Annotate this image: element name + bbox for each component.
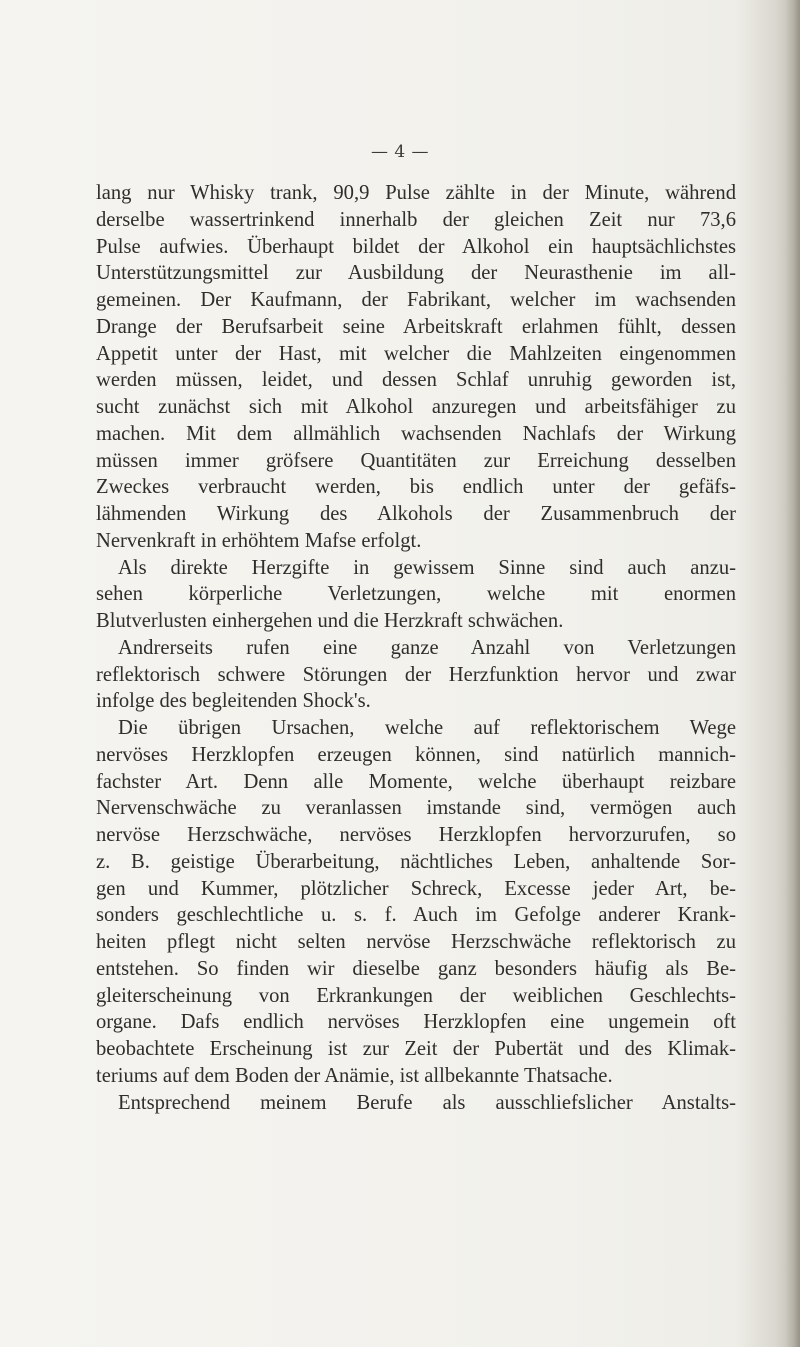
page-number: — 4 —	[370, 142, 430, 162]
text-line: teriums auf dem Boden der Anämie, ist allbekannte Thatsache.	[96, 1064, 613, 1087]
text-line: Zweckes verbraucht werden, bis endlich unter der gefäfs-	[96, 476, 736, 499]
text-line: Entsprechend meinem Berufe als ausschliefslicher Anstalts-	[118, 1091, 736, 1114]
text-line: werden müssen, leidet, und dessen Schlaf unruhig geworden ist,	[96, 369, 736, 392]
text-line: organe. Dafs endlich nervöses Herzklopfen eine ungemein oft	[96, 1011, 736, 1034]
text-line: beobachtete Erscheinung ist zur Zeit der Pubertät und des Klimak-	[96, 1038, 736, 1060]
text-line: sonders geschlechtliche u. s. f. Auch im Gefolge anderer Krank-	[96, 904, 736, 927]
text-line: müssen immer gröfsere Quantitäten zur Erreichung desselben	[96, 449, 736, 472]
text-line: Als direkte Herzgifte in gewissem Sinne sind auch anzu-	[118, 556, 736, 579]
text-line: derselbe wassertrinkend innerhalb der gleichen Zeit nur 73,6	[96, 208, 736, 231]
text-line: nervöse Herzschwäche, nervöses Herzklopfen hervorzurufen, so	[96, 824, 736, 846]
text-line: Die übrigen Ursachen, welche auf reflektorischem Wege	[118, 717, 736, 739]
text-line: infolge des begleitenden Shock's.	[96, 690, 371, 713]
text-line: heiten pflegt nicht selten nervöse Herzschwäche reflektorisch zu	[96, 931, 736, 953]
text-line: sehen körperliche Verletzungen, welche mit enormen	[96, 583, 736, 606]
text-line: Appetit unter der Hast, mit welcher die Mahlzeiten eingenommen	[96, 342, 736, 365]
text-line: machen. Mit dem allmählich wachsenden Nachlafs der Wirkung	[96, 422, 736, 445]
text-line: Unterstützungsmittel zur Ausbildung der Neurasthenie im all-	[96, 262, 736, 285]
text-line: Nervenkraft in erhöhtem Mafse erfolgt.	[96, 529, 422, 552]
text-line: entstehen. So finden wir dieselbe ganz besonders häufig als Be-	[96, 957, 736, 980]
text-line: Blutverlusten einhergehen und die Herzkraft schwächen.	[96, 610, 564, 632]
text-line: Pulse aufwies. Überhaupt bildet der Alkohol ein hauptsächlichstes	[96, 235, 736, 258]
text-line: gen und Kummer, plötzlicher Schreck, Excesse jeder Art, be-	[96, 877, 736, 900]
text-line: z. B. geistige Überarbeitung, nächtliches Leben, anhaltende Sor-	[96, 850, 736, 873]
text-line: sucht zunächst sich mit Alkohol anzuregen und arbeitsfähiger zu	[96, 396, 736, 418]
text-line: Drange der Berufsarbeit seine Arbeitskraft erlahmen fühlt, dessen	[96, 315, 736, 338]
text-line: nervöses Herzklopfen erzeugen können, sind natürlich mannich-	[96, 743, 736, 766]
text-line: reflektorisch schwere Störungen der Herzfunktion hervor und zwar	[96, 663, 736, 686]
text-line: gemeinen. Der Kaufmann, der Fabrikant, welcher im wachsenden	[96, 289, 736, 311]
body-text	[96, 180, 736, 1116]
text-line: gleiterscheinung von Erkrankungen der weiblichen Geschlechts-	[96, 984, 736, 1007]
text-line: Andrerseits rufen eine ganze Anzahl von Verletzungen	[118, 636, 736, 659]
text-line: fachster Art. Denn alle Momente, welche überhaupt reizbare	[96, 770, 736, 793]
text-line: Nervenschwäche zu veranlassen imstande sind, vermögen auch	[96, 797, 736, 820]
text-line: lang nur Whisky trank, 90,9 Pulse zählte in der Minute, während	[96, 182, 736, 204]
text-line: lähmenden Wirkung des Alkohols der Zusammenbruch der	[96, 503, 736, 525]
page-edge-shadow	[786, 0, 800, 1347]
